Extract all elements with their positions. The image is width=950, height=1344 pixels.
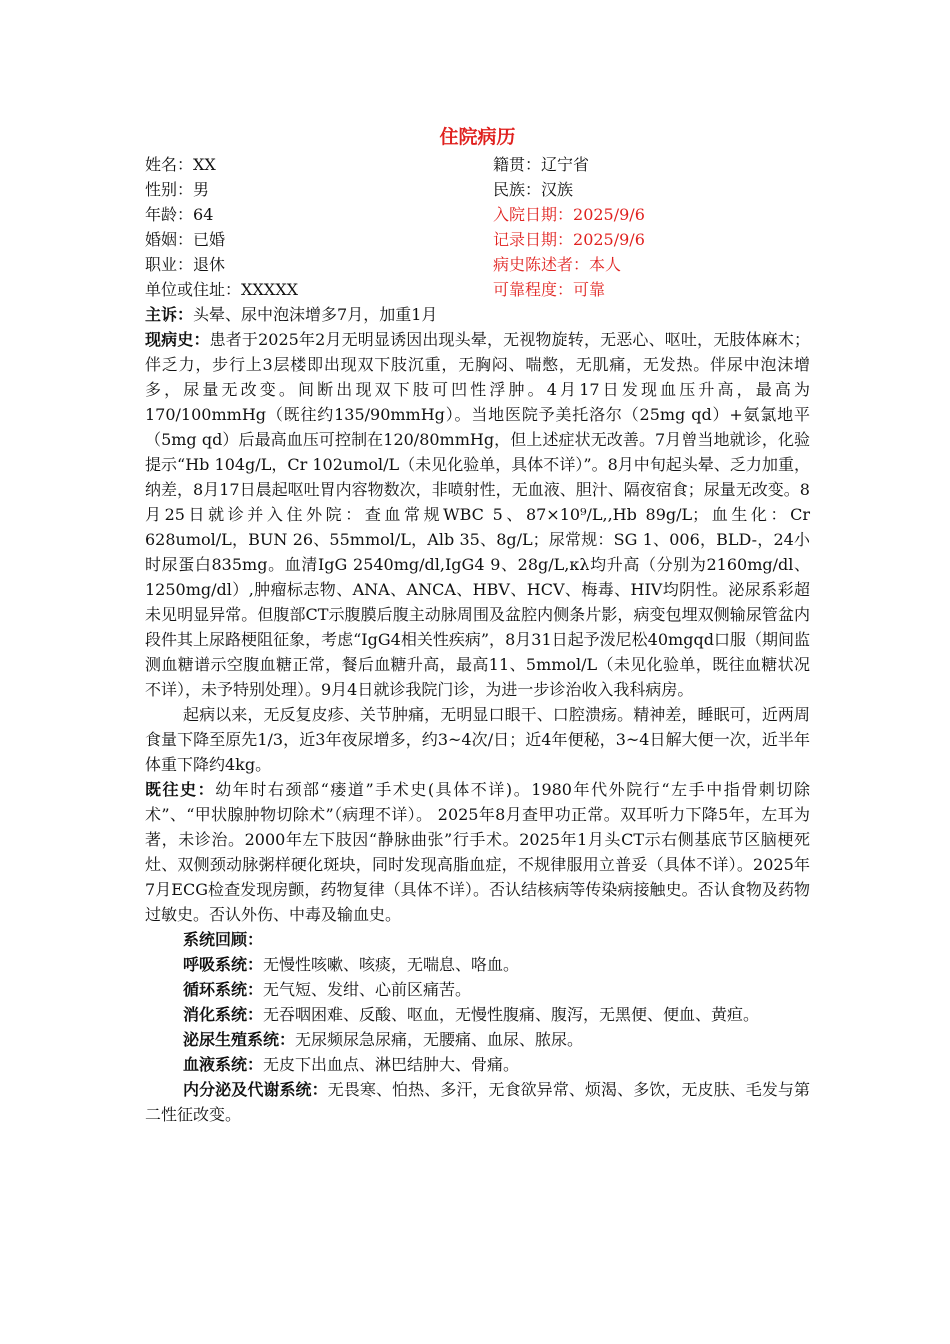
medical-record-page: [145, 122, 810, 1127]
info-narrator: 病史陈述者：本人: [493, 255, 622, 274]
past-history: 既往史：幼年时右颈部“瘘道”手术史(具体不详)。1980年代外院行“左手中指骨刺切除术”、“甲状腺肿物切除术”（病理不详）。 2025年8月查甲功正常。双耳听力下降5年，左耳为著，未诊治。2000年左下肢因“静脉曲张”行手术。2025年1月头CT示右侧基底节区脑梗死灶、双侧颈动脉粥样硬化斑块，同时发现高脂血症，不规律服用立普妥（具体不详）。2025年7月ECG检查发现房颤，药物复律（具体不详）。否认结核病等传染病接触史。否认食物及药物过敏史。否认外伤、中毒及输血史。: [145, 780, 810, 924]
review-urogenital: 泌尿生殖系统：无尿频尿急尿痛，无腰痛、血尿、脓尿。: [183, 1030, 584, 1049]
review-blood: 血液系统：无皮下出血点、淋巴结肿大、骨痛。: [183, 1055, 520, 1074]
info-marital: 婚姻：已婚: [145, 230, 226, 249]
patient-info-grid: [145, 152, 810, 302]
info-record-date: 记录日期：2025/9/6: [493, 230, 645, 249]
info-name: 姓名：XX: [145, 155, 216, 174]
info-occupation: 职业：退休: [145, 255, 226, 274]
chief-complaint: 主诉：头晕、尿中泡沫增多7月，加重1月: [145, 305, 438, 324]
present-illness: 现病史：患者于2025年2月无明显诱因出现头晕，无视物旋转，无恶心、呕吐，无肢体麻木；伴乏力，步行上3层楼即出现双下肢沉重，无胸闷、喘憋，无肌痛，无发热。伴尿中泡沫增多，尿量无改变。间断出现双下肢可凹性浮肿。4月17日发现血压升高，最高为170/100mmHg（既往约135/90mmHg）。当地医院予美托洛尔（25mg qd）+氨氯地平（5mg qd）后最高血压可控制在120/80mmHg，但上述症状无改善。7月曾当地就诊，化验提示“Hb 104g/L，Cr 102umol/L（未见化验单，具体不详）”。8月中旬起头晕、乏力加重，纳差，8月17日晨起呕吐胃内容物数次，非喷射性，无血液、胆汁、隔夜宿食；尿量无改变。8月25日就诊并入住外院：查血常规WBC 5、87×10⁹/L,,Hb 89g/L；血生化：Cr 628umol/L，BUN 26、55mmol/L，Alb 35、8g/L；尿常规：SG 1、006，BLD-，24小时尿蛋白835mg。血清IgG 2540mg/dl,IgG4 9、28g/L,κλ均升高（分别为2160mg/dl、1250mg/dl）,肿瘤标志物、ANA、ANCA、HBV、HCV、梅毒、HIV均阴性。泌尿系彩超未见明显异常。但腹部CT示腹膜后腹主动脉周围及盆腔内侧条片影，病变包埋双侧输尿管盆内段件其上尿路梗阻征象，考虑“IgG4相关性疾病”，8月31日起予泼尼松40mgqd口服（期间监测血糖谱示空腹血糖正常，餐后血糖升高，最高11、5mmol/L（未见化验单，既往血糖状况不详），未予特别处理）。9月4日就诊我院门诊，为进一步诊治收入我科病房。: [145, 330, 810, 699]
info-native-place: 籍贯：辽宁省: [493, 155, 590, 174]
info-gender: 性别：男: [145, 180, 210, 199]
review-respiratory: 呼吸系统：无慢性咳嗽、咳痰，无喘息、咯血。: [183, 955, 520, 974]
review-heading: 系统回顾：: [183, 930, 264, 949]
review-endocrine: 内分泌及代谢系统：无畏寒、怕热、多汗，无食欲异常、烦渴、多饮，无皮肤、毛发与第二性征改变。: [145, 1080, 810, 1124]
info-admission-date: 入院日期：2025/9/6: [493, 205, 645, 224]
info-reliability: 可靠程度：可靠: [493, 280, 606, 299]
page-title: 住院病历: [439, 126, 516, 148]
review-circulatory: 循环系统：无气短、发绀、心前区痛苦。: [183, 980, 472, 999]
info-address: 单位或住址：XXXXX: [145, 280, 298, 299]
info-age: 年龄：64: [145, 205, 214, 224]
present-illness-general: 起病以来，无反复皮疹、关节肿痛，无明显口眼干、口腔溃疡。精神差，睡眠可，近两周食量下降至原先1/3，近3年夜尿增多，约3~4次/日；近4年便秘，3~4日解大便一次，近半年体重下降约4kg。: [145, 705, 810, 774]
review-digestive: 消化系统：无吞咽困难、反酸、呕血，无慢性腹痛、腹泻，无黑便、便血、黄疸。: [183, 1005, 760, 1024]
info-ethnicity: 民族：汉族: [493, 180, 574, 199]
